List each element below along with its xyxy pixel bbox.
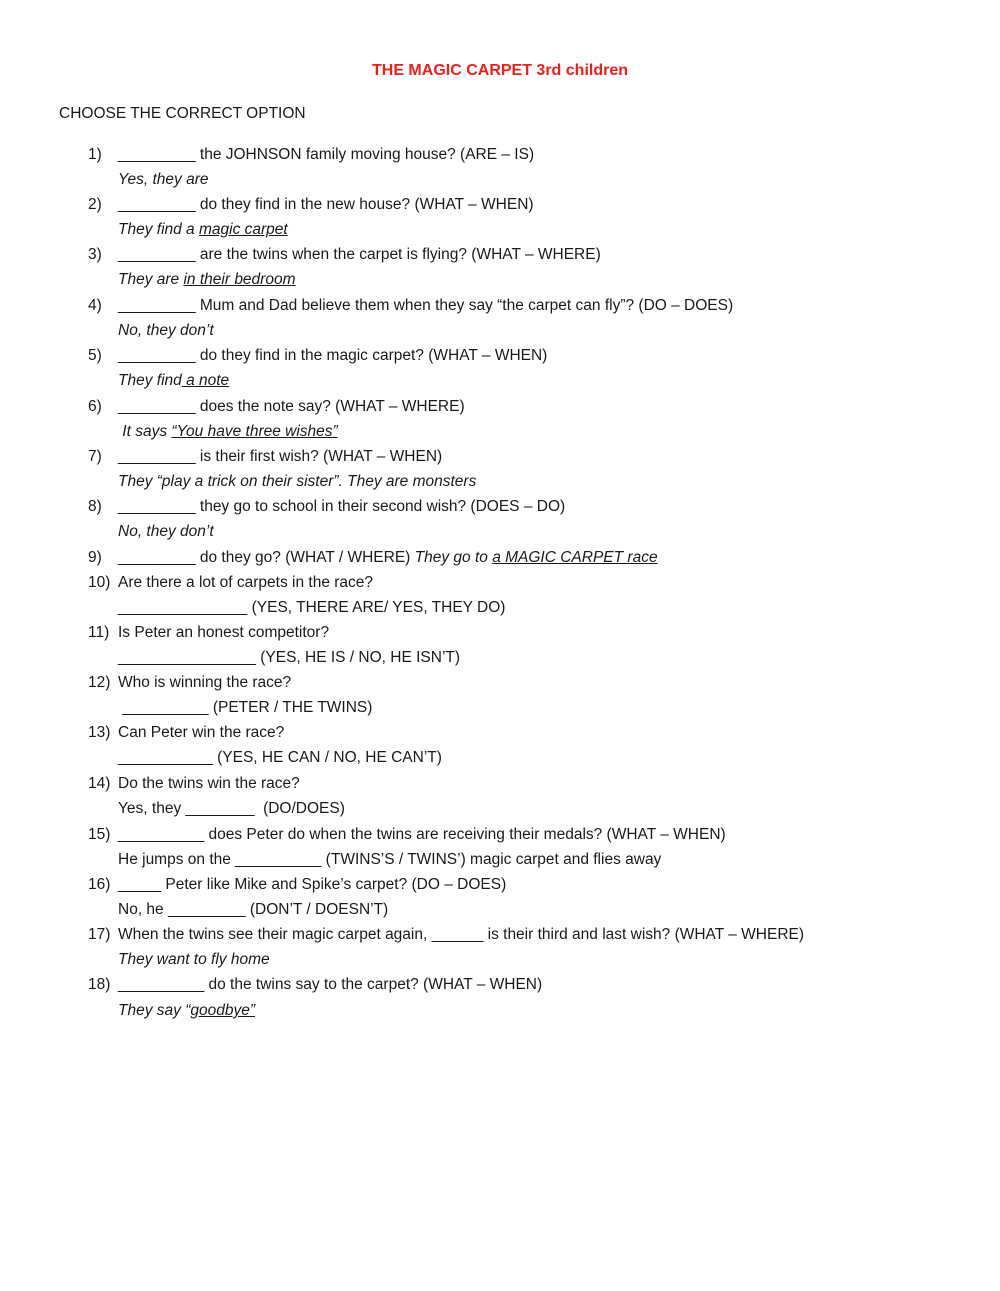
answer-text: They find a magic carpet (118, 221, 288, 238)
question-text: _________ do they find in the new house? (WHAT – WHEN) (118, 196, 534, 213)
question-number: 12) (88, 674, 111, 691)
question-text: Can Peter win the race? (118, 724, 285, 741)
question-number: 6) (88, 398, 102, 415)
question-number: 11) (88, 624, 110, 641)
question-number: 2) (88, 196, 102, 213)
question-number: 8) (88, 498, 102, 515)
question-text: _________ do they find in the magic carpet? (WHAT – WHEN) (118, 347, 548, 364)
answer-line: He jumps on the __________ (TWINS’S / TWINS’) magic carpet and flies away (118, 851, 662, 868)
question-text: __________ does Peter do when the twins are receiving their medals? (WHAT – WHEN) (118, 826, 726, 843)
answer-text: It says “You have three wishes” (118, 423, 338, 440)
answer-line: _______________ (YES, THERE ARE/ YES, THEY DO) (118, 599, 506, 616)
question-text: When the twins see their magic carpet again, ______ is their third and last wish? (WHAT – WHERE) (118, 926, 805, 943)
answer-line: ___________ (YES, HE CAN / NO, HE CAN’T) (118, 749, 442, 766)
answer-text: They want to fly home (118, 951, 270, 968)
answer-text: They find a note (118, 372, 230, 389)
answer-text: No, they don’t (118, 322, 214, 339)
question-number: 5) (88, 347, 102, 364)
answer-text: They go to a MAGIC CARPET race (414, 549, 658, 566)
question-text: _________ they go to school in their second wish? (DOES – DO) (118, 498, 566, 515)
question-number: 9) (88, 549, 102, 566)
question-text: _________ the JOHNSON family moving house? (ARE – IS) (118, 146, 535, 163)
question-number: 18) (88, 976, 111, 993)
question-number: 17) (88, 926, 111, 943)
question-number: 15) (88, 826, 111, 843)
answer-text: They “play a trick on their sister”. They are monsters (118, 473, 477, 490)
question-text: Do the twins win the race? (118, 775, 300, 792)
question-number: 16) (88, 876, 111, 893)
question-number: 1) (88, 146, 102, 163)
question-number: 7) (88, 448, 102, 465)
answer-line: __________ (PETER / THE TWINS) (118, 699, 373, 716)
question-number: 10) (88, 574, 111, 591)
question-text: _________ do they go? (WHAT / WHERE) They go to a MAGIC CARPET race (118, 549, 658, 566)
instruction-text: CHOOSE THE CORRECT OPTION (59, 105, 306, 122)
answer-text: Yes, they are (118, 171, 209, 188)
answer-line: No, he _________ (DON’T / DOESN’T) (118, 901, 389, 918)
answer-line: ________________ (YES, HE IS / NO, HE ISN’T) (118, 649, 461, 666)
question-text: _________ is their first wish? (WHAT – WHEN) (118, 448, 443, 465)
question-number: 4) (88, 297, 102, 314)
question-number: 14) (88, 775, 111, 792)
question-number: 13) (88, 724, 111, 741)
question-number: 3) (88, 246, 102, 263)
question-text: Who is winning the race? (118, 674, 292, 691)
question-text: __________ do the twins say to the carpet? (WHAT – WHEN) (118, 976, 543, 993)
answer-text: No, they don’t (118, 523, 214, 540)
question-text: _________ does the note say? (WHAT – WHERE) (118, 398, 465, 415)
page-title: THE MAGIC CARPET 3rd children (371, 62, 629, 79)
answer-line: Yes, they ________ (DO/DOES) (118, 800, 345, 817)
question-text: Is Peter an honest competitor? (118, 624, 330, 641)
question-text: _________ Mum and Dad believe them when they say “the carpet can fly”? (DO – DOES) (118, 297, 734, 314)
question-text: _________ are the twins when the carpet is flying? (WHAT – WHERE) (118, 246, 601, 263)
answer-text: They are in their bedroom (118, 271, 296, 288)
question-text: Are there a lot of carpets in the race? (118, 574, 374, 591)
question-text: _____ Peter like Mike and Spike’s carpet? (DO – DOES) (118, 876, 507, 893)
answer-text: They say “goodbye” (118, 1002, 255, 1019)
